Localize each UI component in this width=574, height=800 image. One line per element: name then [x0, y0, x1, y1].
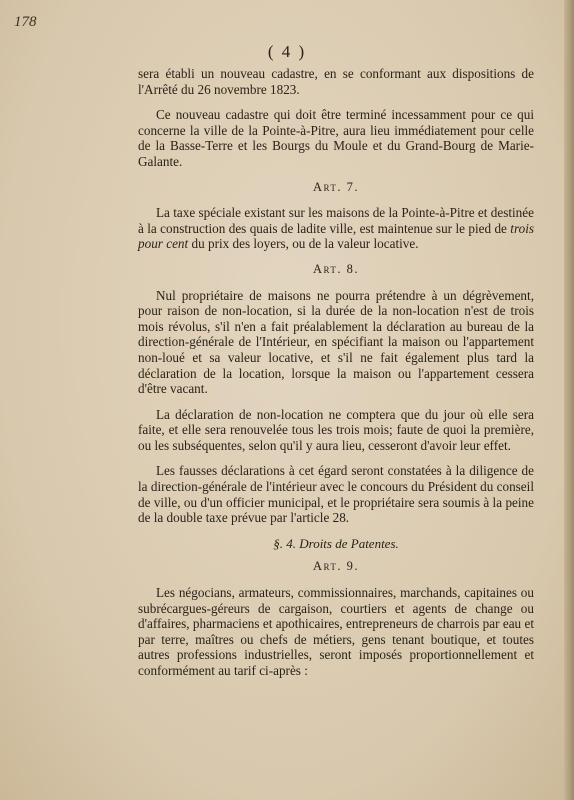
article-7-heading: Art. 7. [312, 179, 360, 194]
section-heading: §. 4. Droits de Patentes. [273, 535, 399, 551]
paragraph-taxe-speciale [138, 205, 534, 252]
page-edge [564, 0, 574, 800]
text-segment: La taxe spéciale existant sur les maisons de la Pointe-à-Pitre et destinée à la construction des quais de ladite ville, est maintenue sur le pied de [138, 205, 534, 236]
paragraph-declaration: La déclaration de non-location ne comptera que du jour où elle sera faite, et elle sera renouvelée tous les trois mois; faute de quoi la première, ou les subséquentes, selon qu'il y aura lieu, cesseront d'avoir leur effet. [138, 406, 534, 453]
text-segment: du prix des loyers, ou de la valeur locative. [188, 236, 419, 252]
paragraph-non-location: Nul propriétaire de maisons ne pourra prétendre à un dégrèvement, pour raison de non-location, si la durée de la non-location n'est de trois mois révolus, s'il n'en a fait préalablement la déclaration au bureau de la direction-générale de l'Intérieur, en spécifiant la maison ou l'appartement non-loué et sa valeur locative, et s'il ne fait également plus tard la déclaration de la location, lorsque la maison ou l'appartement cessera d'être vacant. [138, 287, 534, 397]
paragraph-cadastre: Ce nouveau cadastre qui doit être terminé incessamment pour ce qui concerne la ville de la Pointe-à-Pitre, aura lieu immédiatement pour celle de la Basse-Terre et les Bourgs du Moule et du Grand-Bourg de Marie-Galante. [138, 107, 534, 169]
paragraph-cadastre-continued: sera établi un nouveau cadastre, en se conformant aux dispositions de l'Arrêté du 26 novembre 1823. [138, 66, 534, 97]
paragraph-patentes: Les négocians, armateurs, commissionnaires, marchands, capitaines ou subrécargues-géreurs de cargaison, courtiers et agents de change ou d'affaires, pharmaciens et apothicaires, entrepreneurs de charrois par eau et par terre, maîtres ou chefs de métiers, gens tenant boutique, et toutes autres professions industrielles, seront imposés proportionnellement et conformément au tarif ci-après : [138, 585, 534, 678]
marginal-mark: 178 [14, 14, 37, 30]
document-body [138, 66, 534, 689]
article-8-heading: Art. 8. [312, 261, 360, 276]
page-number: ( 4 ) [267, 42, 307, 61]
italic-text: trois pour cent [138, 220, 534, 252]
paragraph-fausses-declarations: Les fausses déclarations à cet égard seront constatées à la diligence de la direction-générale de l'intérieur avec le concours du Président du conseil de ville, ou d'un officier municipal, et le propriétaire sera soumis à la peine de la double taxe prévue par l'article 28. [138, 463, 534, 526]
article-9-heading: Art. 9. [312, 559, 360, 574]
